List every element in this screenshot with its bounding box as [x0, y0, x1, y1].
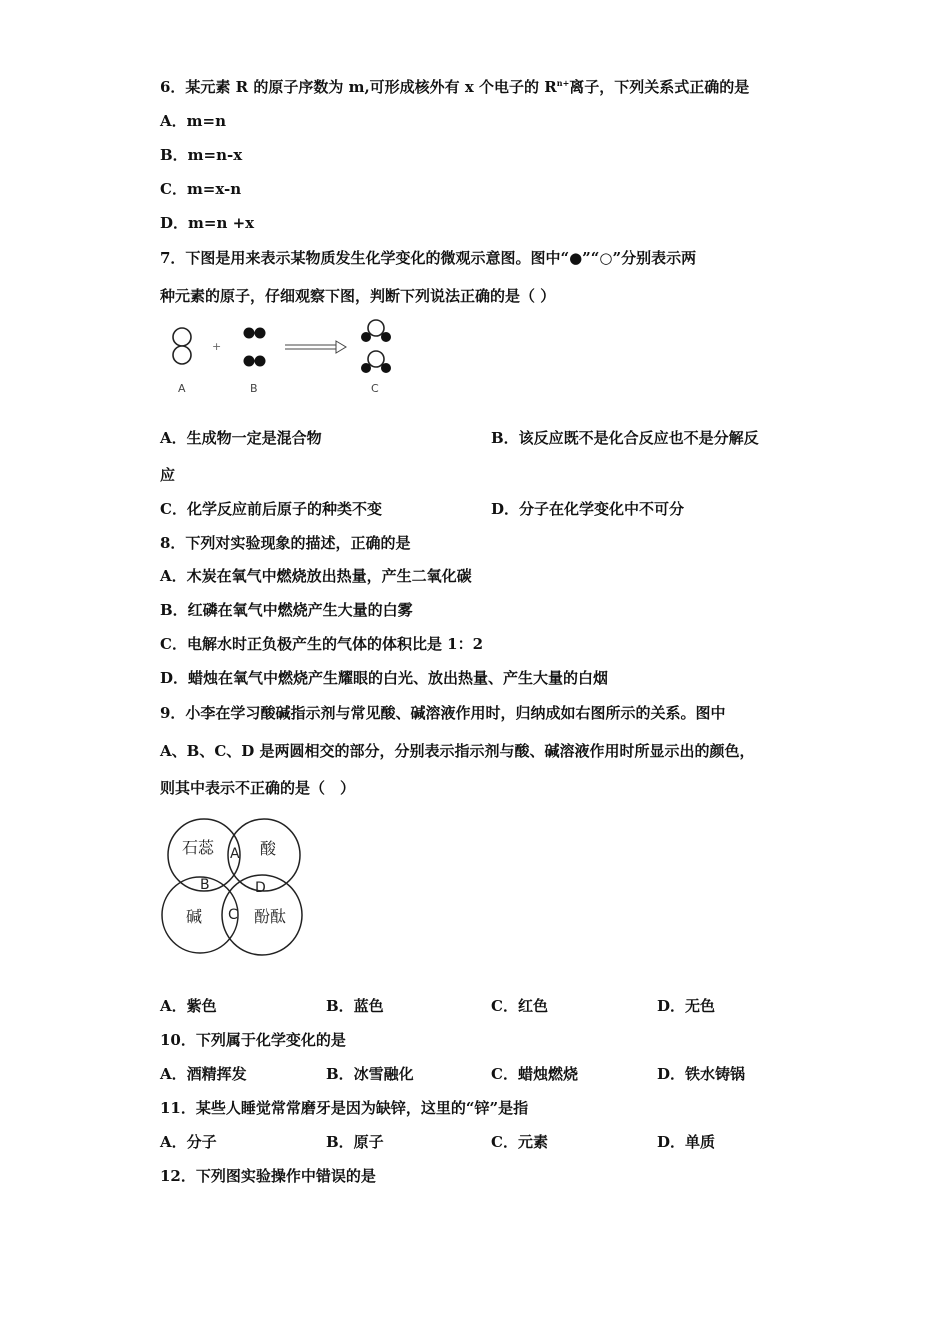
- q7-option-c: C．化学反应前后原子的种类不变: [160, 500, 382, 518]
- q7-reaction-arrow: [285, 341, 346, 353]
- q12-stem: 12．下列图实验操作中错误的是: [160, 1167, 376, 1185]
- venn-label-base: 碱: [186, 907, 203, 926]
- q7-product-molecule: [361, 320, 391, 342]
- venn-region-c: C: [228, 907, 238, 923]
- q9-option-d: D．无色: [657, 997, 716, 1015]
- venn-label-phenol: 酚酞: [254, 907, 287, 926]
- venn-region-b: B: [200, 877, 210, 893]
- q7-product-molecule: [361, 351, 391, 373]
- q10-option-d: D．铁水铸锅: [657, 1065, 746, 1083]
- q7-option-b-continued: 应: [160, 466, 176, 484]
- q7-label-a: A: [178, 382, 186, 395]
- q8-option-d: D．蜡烛在氧气中燃烧产生耀眼的白光、放出热量、产生大量的白烟: [160, 669, 609, 687]
- q7-label-c: C: [371, 382, 379, 395]
- q6-option-c: C．m=x-n: [160, 180, 242, 198]
- q7-stem-line1: 7．下图是用来表示某物质发生化学变化的微观示意图。图中“●”“○”分别表示两: [160, 249, 697, 267]
- q11-stem: 11．某些人睡觉常常磨牙是因为缺锌，这里的“锌”是指: [160, 1099, 529, 1117]
- q7-open-atom-bottom: [173, 346, 191, 364]
- q7-filled-atom: [255, 328, 266, 339]
- q11-option-b: B．原子: [326, 1133, 384, 1151]
- q7-plus-sign: +: [212, 340, 222, 353]
- q7-label-b: B: [250, 382, 258, 395]
- q6-stem-pre: 6．某元素 R 的原子序数为 m,可形成核外有 x 个电子的 R: [160, 78, 557, 96]
- q6-option-b: B．m=n-x: [160, 146, 243, 164]
- q6-option-d: D．m=n +x: [160, 214, 255, 232]
- q7-stem-line2: 种元素的原子，仔细观察下图，判断下列说法正确的是（ ）: [160, 287, 556, 305]
- q9-option-c: C．红色: [491, 997, 548, 1015]
- venn-label-acid: 酸: [260, 839, 277, 858]
- q7-filled-atom: [255, 356, 266, 367]
- q9-option-b: B．蓝色: [326, 997, 384, 1015]
- q9-stem-line3: 则其中表示不正确的是（ ）: [160, 779, 356, 797]
- q11-option-d: D．单质: [657, 1133, 716, 1151]
- q9-venn-diagram: [158, 810, 310, 970]
- q7-option-b: B．该反应既不是化合反应也不是分解反: [491, 429, 759, 447]
- q6-stem: [160, 77, 749, 97]
- q9-option-a: A．紫色: [160, 997, 217, 1015]
- q7-option-d: D．分子在化学变化中不可分: [491, 500, 685, 518]
- q7-option-a: A．生成物一定是混合物: [160, 429, 322, 447]
- q10-option-b: B．冰雪融化: [326, 1065, 414, 1083]
- q8-option-b: B．红磷在氧气中燃烧产生大量的白雾: [160, 601, 413, 619]
- venn-region-a: A: [230, 846, 240, 862]
- q11-option-a: A．分子: [160, 1133, 217, 1151]
- q6-option-a: A．m=n: [160, 112, 226, 130]
- q6-stem-sup: n+: [556, 78, 570, 88]
- q8-option-c: C．电解水时正负极产生的气体的体积比是 1：2: [160, 635, 484, 653]
- q10-stem: 10．下列属于化学变化的是: [160, 1031, 346, 1049]
- venn-region-d: D: [255, 880, 266, 896]
- q9-stem-line2: A、B、C、D 是两圆相交的部分，分别表示指示剂与酸、碱溶液作用时所显示出的颜色，: [160, 742, 755, 760]
- q7-filled-atom: [244, 328, 255, 339]
- q10-option-c: C．蜡烛燃烧: [491, 1065, 578, 1083]
- q7-filled-atom: [244, 356, 255, 367]
- q9-stem-line1: 9．小李在学习酸碱指示剂与常见酸、碱溶液作用时，归纳成如右图所示的关系。图中: [160, 704, 726, 722]
- q10-option-a: A．酒精挥发: [160, 1065, 247, 1083]
- venn-label-litmus: 石蕊: [182, 838, 215, 857]
- q6-stem-post: 离子，下列关系式正确的是: [569, 78, 750, 96]
- q8-stem: 8．下列对实验现象的描述，正确的是: [160, 534, 411, 552]
- q8-option-a: A．木炭在氧气中燃烧放出热量，产生二氧化碳: [160, 567, 472, 585]
- q7-molecule-figure: [160, 315, 405, 400]
- q11-option-c: C．元素: [491, 1133, 548, 1151]
- q7-open-atom-top: [173, 328, 191, 346]
